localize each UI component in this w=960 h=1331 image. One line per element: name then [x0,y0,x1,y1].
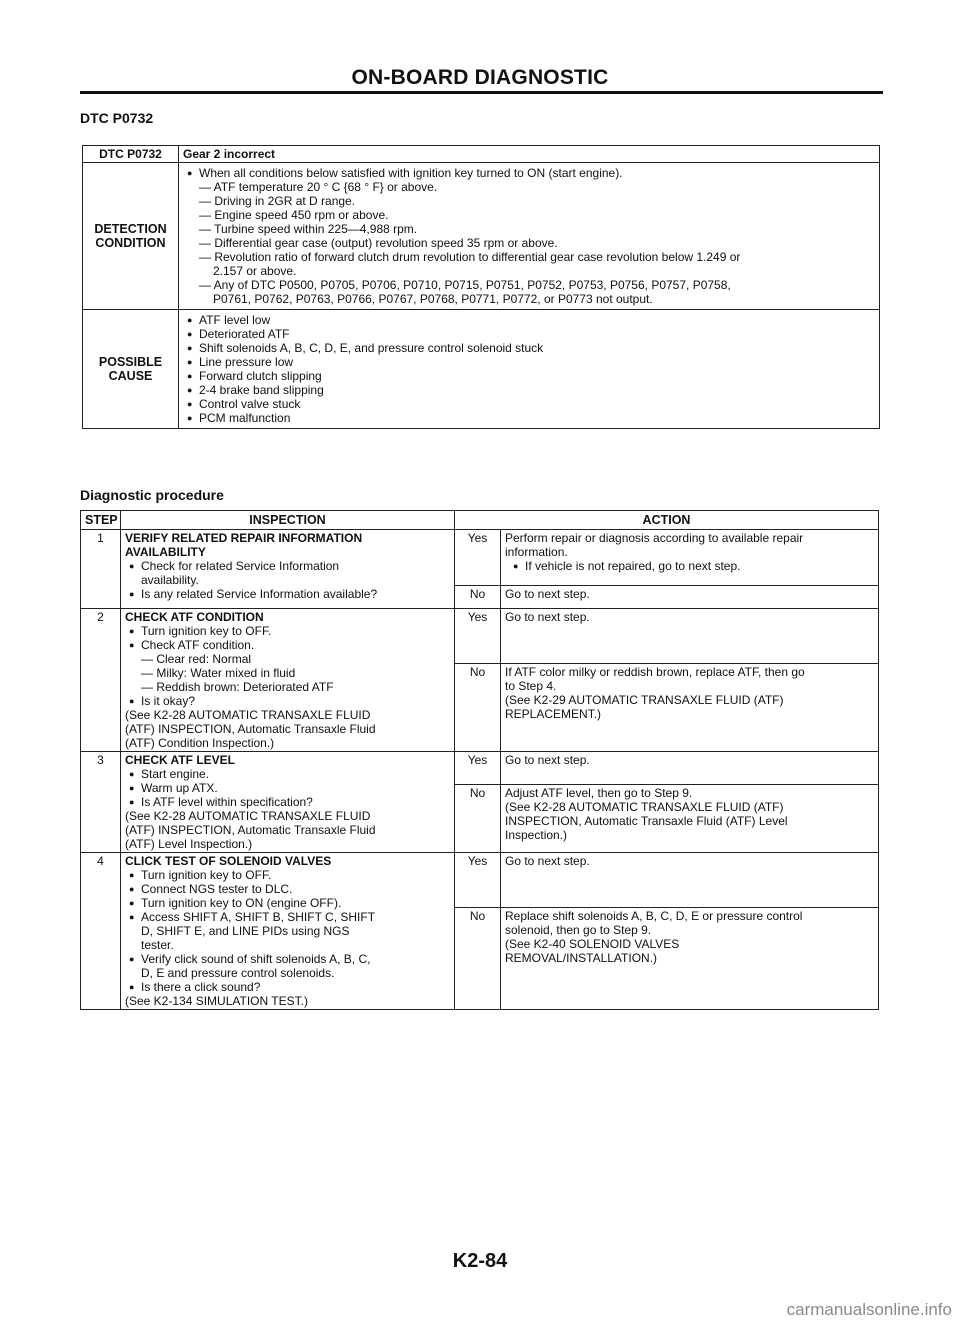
detection-condition-label: DETECTION CONDITION [83,163,179,310]
step-number: 2 [81,609,121,752]
detection-condition-cell [179,163,880,310]
procedure-header-row [81,511,879,530]
possible-cause-row [83,310,880,429]
procedure-title: Diagnostic procedure [80,487,224,503]
inspection-reference: (See K2-134 SIMULATION TEST.) [125,994,308,1008]
yes-action-bullet: ● If vehicle is not repaired, go to next step. [509,559,874,573]
yes-action-text: Perform repair or diagnosis according to available repair information. [505,531,804,559]
inspection-dash: — Milky: Water mixed in fluid [141,666,296,680]
watermark: carmanualsonline.info [786,1300,952,1319]
detection-item: — Engine speed 450 rpm or above. [199,208,389,222]
cause-item: ● Deteriorated ATF [183,327,875,341]
step-1-yes-row [81,530,879,586]
detection-condition-row [83,163,880,310]
cause-item: ● Line pressure low [183,355,875,369]
step-number: 1 [81,530,121,609]
step-title: CHECK ATF CONDITION [125,610,264,624]
inspection-bullet: ● Access SHIFT A, SHIFT B, SHIFT C, SHIFT D, SHIFT E, and LINE PIDs using NGS tester. [125,910,450,952]
possible-cause-cell [179,310,880,429]
no-label: No [455,586,501,609]
no-action: Replace shift solenoids A, B, C, D, E or pressure control solenoid, then go to Step 9. (See K2-40 SOLENOID VALVES REMOVAL/INSTALLATION.) [501,908,879,1010]
step-2-yes-row [81,609,879,664]
detection-intro: ● When all conditions below satisfied with ignition key turned to ON (start engine). [183,166,875,180]
inspection-bullet: ● Is it okay? [125,694,450,708]
inspection-bullet: ● Turn ignition key to ON (engine OFF). [125,896,450,910]
step-title: CLICK TEST OF SOLENOID VALVES [125,854,332,868]
inspection-bullet: ● Is any related Service Information available? [125,587,450,601]
detection-item: — Differential gear case (output) revolution speed 35 rpm or above. [199,236,558,250]
dtc-table-header-row [83,146,880,163]
inspection-bullet: ● Verify click sound of shift solenoids A, B, C, D, E and pressure control solenoids. [125,952,450,980]
cause-item: ● Shift solenoids A, B, C, D, E, and pressure control solenoid stuck [183,341,875,355]
no-action: Go to next step. [501,586,879,609]
no-label: No [455,664,501,752]
step-number: 4 [81,853,121,1010]
cause-item: ● Control valve stuck [183,397,875,411]
cause-item: ● ATF level low [183,313,875,327]
dtc-section-title: DTC P0732 [80,110,154,126]
procedure-table [80,510,879,1010]
detection-item: — ATF temperature 20 ° C {68 ° F} or above. [199,180,438,194]
detection-item: — Revolution ratio of forward clutch drum revolution to differential gear case revolution below 1.249 or [199,250,741,264]
inspection-bullet: ● Connect NGS tester to DLC. [125,882,450,896]
cause-item: ● 2-4 brake band slipping [183,383,875,397]
step-number: 3 [81,752,121,853]
inspection-bullet: ● Turn ignition key to OFF. [125,868,450,882]
yes-action: Go to next step. [501,752,879,785]
no-label: No [455,785,501,853]
dtc-code-cell: DTC P0732 [83,146,179,163]
inspection-bullet: ● Turn ignition key to OFF. [125,624,450,638]
detection-item: — Driving in 2GR at D range. [199,194,356,208]
detection-item: — Any of DTC P0500, P0705, P0706, P0710, P0715, P0751, P0752, P0753, P0756, P0757, P0758, [199,278,731,292]
step-inspection [121,752,455,853]
yes-action [501,530,879,586]
no-label: No [455,908,501,1010]
no-action: If ATF color milky or reddish brown, replace ATF, then go to Step 4. (See K2-29 AUTOMATIC TRANSAXLE FLUID (ATF) REPLACEMENT.) [501,664,879,752]
possible-cause-label: POSSIBLE CAUSE [83,310,179,429]
dtc-table [82,145,880,429]
yes-label: Yes [455,530,501,586]
inspection-bullet: ● Warm up ATX. [125,781,450,795]
inspection-bullet: ● Check ATF condition. [125,638,450,652]
detection-item: 2.157 or above. [213,264,297,278]
header-rule [80,91,883,94]
inspection-bullet: ● Is there a click sound? [125,980,450,994]
inspection-reference: (See K2-28 AUTOMATIC TRANSAXLE FLUID (ATF) INSPECTION, Automatic Transaxle Fluid (ATF) Level Inspection.) [125,809,376,851]
step-inspection [121,609,455,752]
inspection-dash: — Clear red: Normal [141,652,252,666]
dtc-description-cell: Gear 2 incorrect [179,146,880,163]
cause-item: ● PCM malfunction [183,411,875,425]
inspection-bullet: ● Check for related Service Information availability. [125,559,450,587]
action-header: ACTION [455,511,879,530]
detection-item: — Turbine speed within 225—4,988 rpm. [199,222,418,236]
inspection-reference: (See K2-28 AUTOMATIC TRANSAXLE FLUID (ATF) INSPECTION, Automatic Transaxle Fluid (ATF) Condition Inspection.) [125,708,376,750]
inspection-bullet: ● Is ATF level within specification? [125,795,450,809]
step-3-yes-row [81,752,879,785]
no-action: Adjust ATF level, then go to Step 9. (See K2-28 AUTOMATIC TRANSAXLE FLUID (ATF) INSPECTION, Automatic Transaxle Fluid (ATF) Level Inspection.) [501,785,879,853]
detection-item: P0761, P0762, P0763, P0766, P0767, P0768, P0771, P0772, or P0773 not output. [213,292,653,306]
yes-label: Yes [455,752,501,785]
step-header: STEP [81,511,121,530]
step-title: CHECK ATF LEVEL [125,753,235,767]
step-inspection [121,853,455,1010]
inspection-bullet: ● Start engine. [125,767,450,781]
page-number: K2-84 [452,1250,508,1272]
cause-item: ● Forward clutch slipping [183,369,875,383]
yes-action: Go to next step. [501,609,879,664]
inspection-dash: — Reddish brown: Deteriorated ATF [141,680,334,694]
step-inspection [121,530,455,609]
yes-action: Go to next step. [501,853,879,908]
step-title: VERIFY RELATED REPAIR INFORMATION AVAILABILITY [125,531,363,559]
yes-label: Yes [455,853,501,908]
step-4-yes-row [81,853,879,908]
inspection-header: INSPECTION [121,511,455,530]
page-header-title: ON-BOARD DIAGNOSTIC [351,66,609,89]
yes-label: Yes [455,609,501,664]
